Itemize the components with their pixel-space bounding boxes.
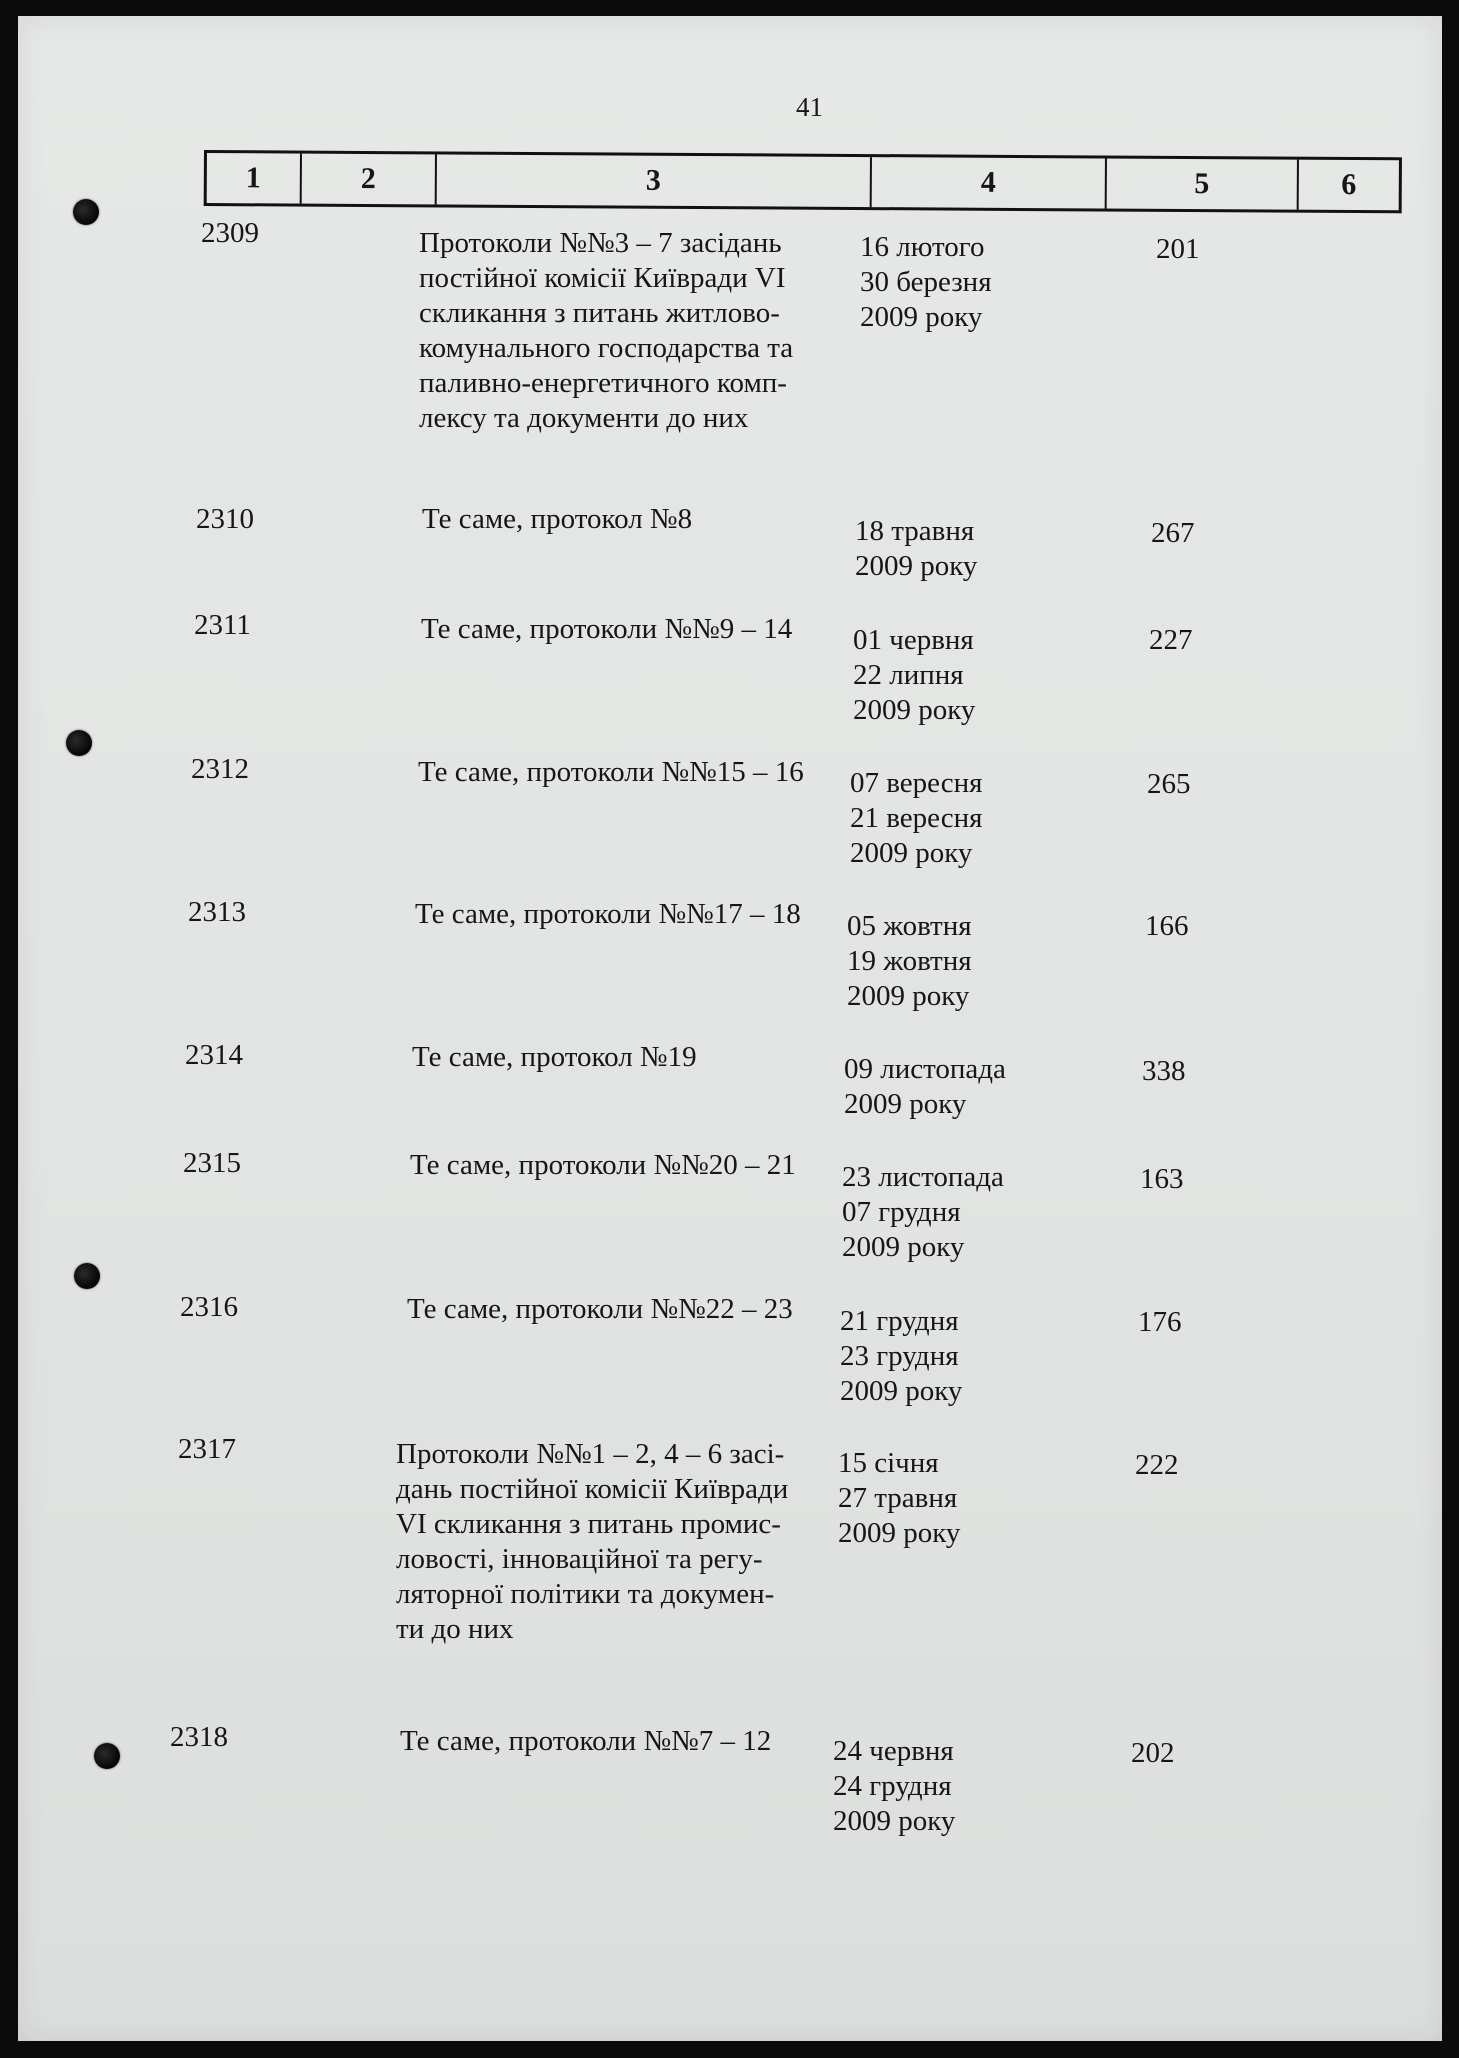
record-dates: 07 вересня 21 вересня 2009 року [850,767,983,869]
column-header-2: 2 [302,154,437,205]
record-sheet-count: 227 [1149,624,1193,656]
record-title: Протоколи №№3 – 7 засідань постійної комісії Київради VI скликання з питань житлово- комунального господарства та паливно-енергетичного комп- лексу та документи до них [419,227,794,434]
punch-hole [94,1743,120,1769]
page-number: 41 [796,92,823,122]
record-title: Те саме, протоколи №№20 – 21 [410,1149,796,1181]
record-number: 2315 [183,1147,241,1179]
record-dates: 09 листопада 2009 року [844,1053,1006,1120]
record-dates: 15 січня 27 травня 2009 року [838,1447,961,1549]
column-header-1: 1 [207,153,302,204]
record-sheet-count: 338 [1142,1055,1186,1087]
record-dates: 18 травня 2009 року [855,515,978,582]
column-header-6: 6 [1341,167,1357,202]
record-sheet-count: 267 [1151,517,1195,549]
record-sheet-count: 166 [1145,910,1189,942]
record-number: 2311 [194,609,251,641]
record-number: 2310 [196,503,254,535]
record-number: 2313 [188,896,246,928]
record-sheet-count: 201 [1156,233,1200,265]
record-title: Те саме, протоколи №№22 – 23 [407,1293,793,1325]
record-title: Те саме, протоколи №№7 – 12 [400,1725,772,1757]
record-number: 2309 [201,217,259,249]
record-number: 2316 [180,1291,238,1323]
record-dates: 23 листопада 07 грудня 2009 року [842,1161,1004,1263]
record-title: Те саме, протоколи №№17 – 18 [415,898,801,930]
record-title: Протоколи №№1 – 2, 4 – 6 засі- дань постійної комісії Київради VI скликання з питань промис- ловості, інноваційної та регу- ляторної політики та докумен- ти до них [396,1438,789,1645]
column-header-4: 4 [872,157,1107,208]
record-number: 2318 [170,1721,228,1753]
record-title: Те саме, протокол №8 [422,503,693,535]
record-dates: 21 грудня 23 грудня 2009 року [840,1305,963,1407]
punch-hole [73,199,99,225]
column-header-3: 3 [437,154,872,207]
record-sheet-count: 176 [1138,1306,1182,1338]
document-page [18,16,1442,2041]
record-number: 2312 [191,753,249,785]
column-header-row [204,150,1402,213]
record-number: 2314 [185,1039,243,1071]
record-title: Те саме, протоколи №№9 – 14 [421,613,793,645]
punch-hole [74,1263,100,1289]
record-dates: 24 червня 24 грудня 2009 року [833,1735,956,1837]
column-header-5: 5 [1107,159,1299,210]
record-title: Те саме, протоколи №№15 – 16 [418,756,804,788]
record-dates: 16 лютого 30 березня 2009 року [860,231,992,333]
record-title: Те саме, протокол №19 [412,1041,697,1073]
record-dates: 01 червня 22 липня 2009 року [853,624,976,726]
record-number: 2317 [178,1433,236,1465]
record-sheet-count: 202 [1131,1737,1175,1769]
record-dates: 05 жовтня 19 жовтня 2009 року [847,910,972,1012]
record-sheet-count: 222 [1135,1449,1179,1481]
record-sheet-count: 265 [1147,768,1191,800]
record-sheet-count: 163 [1140,1163,1184,1195]
punch-hole [66,730,92,756]
